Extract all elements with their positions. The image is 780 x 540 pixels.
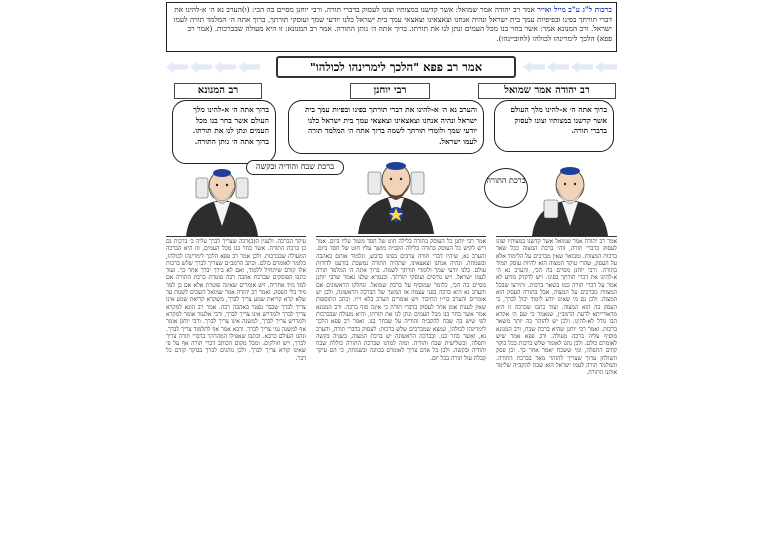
bubble-text-right: ברוך אתה ה׳ א-להינו מלך העולם אשר קדשנו במצותיו וצונו לעסוק בדברי תורה. bbox=[510, 105, 607, 135]
speech-bubble-rav-yehuda bbox=[494, 100, 614, 152]
column-text-right: אמר רב יהודה אמר שמואל אשר קדשנו במצותיו וצונו לעסוק בדברי תורה, זוהי ברכת המצוה ככל שאר ברכות המצוות. ומבואר שאין מברכים על הלימוד אלא על העסק, שהרי עיקר המצוה הוא להיות עוסק תמיד בתורה. ורבי יוחנן מסיים בה הכי, והערב נא ה׳ א-להינו את דברי תורתך בפינו. ויש לדקדק מדוע לא אמר על דברי תורה כמו בשאר ברכות. ותירצו שבכל המצוות מברכים על המצוה, אבל בתורה העסק הוא המצוה. ולכן גם מי שאינו יודע לימוד יכול לברך, כי העסק בה הוא המצוה. ועוד כתבו שברכה זו היא מדאורייתא לדעת הרמב״ן, שנאמר כי שם ה׳ אקרא הבו גודל לא-להינו. ולכן יש להזהר בה יותר משאר ברכות. ואמר רבי יוחנן שהיא ברכת שבח, ורב המנונא מוסיף עליה ברכה מעולה. ורב פפא אמר שיש לאומרם כולם. ולכן נהגו לאומר שלש ברכות בכל בוקר קודם התפלה, ומי ששכח יאמר אחר כך. וכן פסק השולחן ערוך שצריך להזהר מאד בברכת התורה. והמלמד תורה לעמו ישראל הוא שבח להקב״ה שלימד אותנו התורה. bbox=[496, 239, 617, 377]
label-rabbi-yochanan: רבי יוחנן bbox=[350, 83, 430, 99]
right-arrows bbox=[523, 61, 617, 73]
speech-bubble-rav-hamnuna bbox=[172, 100, 276, 164]
commentary-column-left bbox=[166, 236, 306, 536]
study-sheet bbox=[160, 0, 623, 540]
small-bubble-torah-blessing: ברכת התורה bbox=[484, 168, 528, 208]
bubble-text-left: ברוך אתה ה׳ א-להינו מלך העולם אשר בחר בנו מכל העמים ונתן לנו את תורתו. ברוך אתה ה׳ נותן התורה. bbox=[192, 105, 269, 146]
arrow-left-icon bbox=[166, 61, 188, 73]
arrow-left-icon bbox=[238, 61, 260, 73]
commentary-column-right bbox=[496, 236, 617, 536]
header-body: אמר רב יהודה אמר שמואל: אשר קדשנו במצותיו וצונו לעסוק בדברי תורה. ורבי יוחנן מסיים בה הכי: (ו)הערב נא ה׳ א-להינו את דברי תורתך בפינו ובפיפיות עמך בית ישראל ונהיה אנחנו וצאצאינו וצאצאי עמך בית ישראל כלנו יודעי שמך ועוסקי תורתך, ברוך אתה ה׳ המלמד תורה לעמו ישראל. ורב המנונא אמר: אשר בחר בנו מכל העמים ונתן לנו את תורתו. ברוך אתה ה׳ נותן התורה. אמר רב המנונא: זו היא מעולה שבברכות. (אמר רב פפא) הלכך לימרינהו לכולהו (לחוביינהו). bbox=[173, 5, 612, 43]
label-rav-yehuda: רב יהודה אמר שמואל bbox=[478, 83, 616, 99]
commentary-column-middle bbox=[316, 236, 486, 536]
rabbi-figure-middle bbox=[356, 158, 436, 234]
speech-bubble-rabbi-yochanan bbox=[288, 100, 484, 154]
header-text-block bbox=[166, 2, 617, 52]
arrow-left-icon bbox=[571, 61, 593, 73]
label-rav-hamnuna: רב המנונא bbox=[174, 83, 262, 99]
arrow-left-icon bbox=[547, 61, 569, 73]
column-text-middle: אמר רבי יוחנן כל העוסק בתורה בלילה חוט של חסד משוך עליו ביום. אמר ריש לקיש כל העוסק בתורה בלילה הקב״ה מושך עליו חוט של חסד ביום. והערב נא, שיהיו דברי תורה ערבים בפינו כדבש, ונלמוד אותם באהבה ובשמחה. ונהיה אנחנו וצאצאינו, שתהיה התורה נמשכת בזרענו לדורות עולם. כלנו יודעי שמך ולומדי תורתך לשמה. ברוך אתה ה׳ המלמד תורה לעמו ישראל. ויש גורסים ועוסקי תורתך. ובגמרא שלנו נאמר שרבי יוחנן מסיים בה הכי, כלומר שמוסיף על ברכת שמואל. ונחלקו הראשונים אם והערב נא היא ברכה בפני עצמה או המשך של הברכה הראשונה, ולכן יש אומרים והערב בוי״ו החיבור ויש אומרים הערב בלא וי״ו. וכתב התוספות שאין לענות אמן אחר לעסוק בדברי תורה כי אינה סוף ברכה. ורב המנונא אמר אשר בחר בנו מכל העמים ונתן לנו את תורתו, והיא מעולה שבברכות לפי שיש בה שבח להקב״ה והודיה על שבחר בנו. ואמר רב פפא הלכך לימרינהו לכולהו, ונמצא שמברכים שלש ברכות: לעסוק בדברי תורה, והערב נא, ואשר בחר בנו. ובברכה הראשונה יש ברכת המצוה, בשניה בקשה ותפלה, ובשלישית שבח והודיה. ומזה למדנו שברכת התורה כוללת שבח והודיה ובקשה. ולכן כל אדם צריך לאומרם בכוונה ובשמחה, כי הם עיקר קבלת עול תורה בכל יום. bbox=[316, 239, 486, 362]
rabbi-figure-right bbox=[530, 164, 610, 236]
title-band bbox=[166, 56, 617, 80]
page-title: אמר רב פפא "הלכך לימרינהו לכולהו" bbox=[276, 56, 516, 78]
caption-bubble: ברכת שבח והודיה ובקשה bbox=[246, 160, 344, 175]
arrow-left-icon bbox=[190, 61, 212, 73]
arrow-left-icon bbox=[214, 61, 236, 73]
rabbi-figure-left bbox=[184, 166, 260, 236]
header-source: ברכות ל"ג ע"ב מייל ואייר bbox=[537, 5, 612, 14]
arrow-left-icon bbox=[595, 61, 617, 73]
left-arrows bbox=[166, 61, 260, 73]
bubble-text-middle: והערב נא ה׳ א-להינו את דברי תורתך בפינו ובפיות עמך בית ישראל ונהיה אנחנו וצאצאינו וצאצאי עמך בית ישראל כלנו יודעי שמך ולומדי תורתך לשמה ברוך אתה ה׳ המלמד תורה לעמו ישראל. bbox=[304, 105, 477, 146]
arrow-left-icon bbox=[523, 61, 545, 73]
commentary-columns bbox=[166, 236, 617, 536]
column-text-left: עיקר הברכה. ולענין ה(ב)רכה שצריך לברך עליה ב׳ ברכות גם כן ברכת התורה. אשר בחר בנו מכל העמים, וזו היא הברכה המעולה שבברכות. ולכן אמר רב פפא הלכך לימרינהו לכולהו, כלומר לאומרם כולם. וכתב הרמב״ם שצריך לברך שלש ברכות אלו קודם שיתחיל ללמוד, ואם לא בירך יברך אחר כך. ועוד כתבו הפוסקים שברכת אהבה רבה פוטרת ברכת התורה אם למד מיד אחריה. ויש אומרים שאינה פוטרת אלא אם כן למד מיד בלי הפסק. ואמר רב יהודה אמר שמואל השכים לשנות עד שלא קרא קריאת שמע צריך לברך, משקרא קריאת שמע אינו צריך לברך שכבר נפטר באהבה רבה. אמר רב הונא למקרא צריך לברך ולמדרש אינו צריך לברך, ורבי אלעזר אומר למקרא ולמדרש צריך לברך, למשנה אינו צריך לברך. ורבי יוחנן אומר אף למשנה נמי צריך לברך. ורבא אמר אף לתלמוד צריך לברך. ונהגו העולם כרבא. וכתבו שאפילו המהרהר בדברי תורה צריך לברך, ויש חולקים. ומכל מקום הכותב דברי תורה אף על פי שאינו קורא צריך לברך. ולכן נוהגים לברך בבוקר קודם כל דבר. bbox=[166, 239, 306, 362]
